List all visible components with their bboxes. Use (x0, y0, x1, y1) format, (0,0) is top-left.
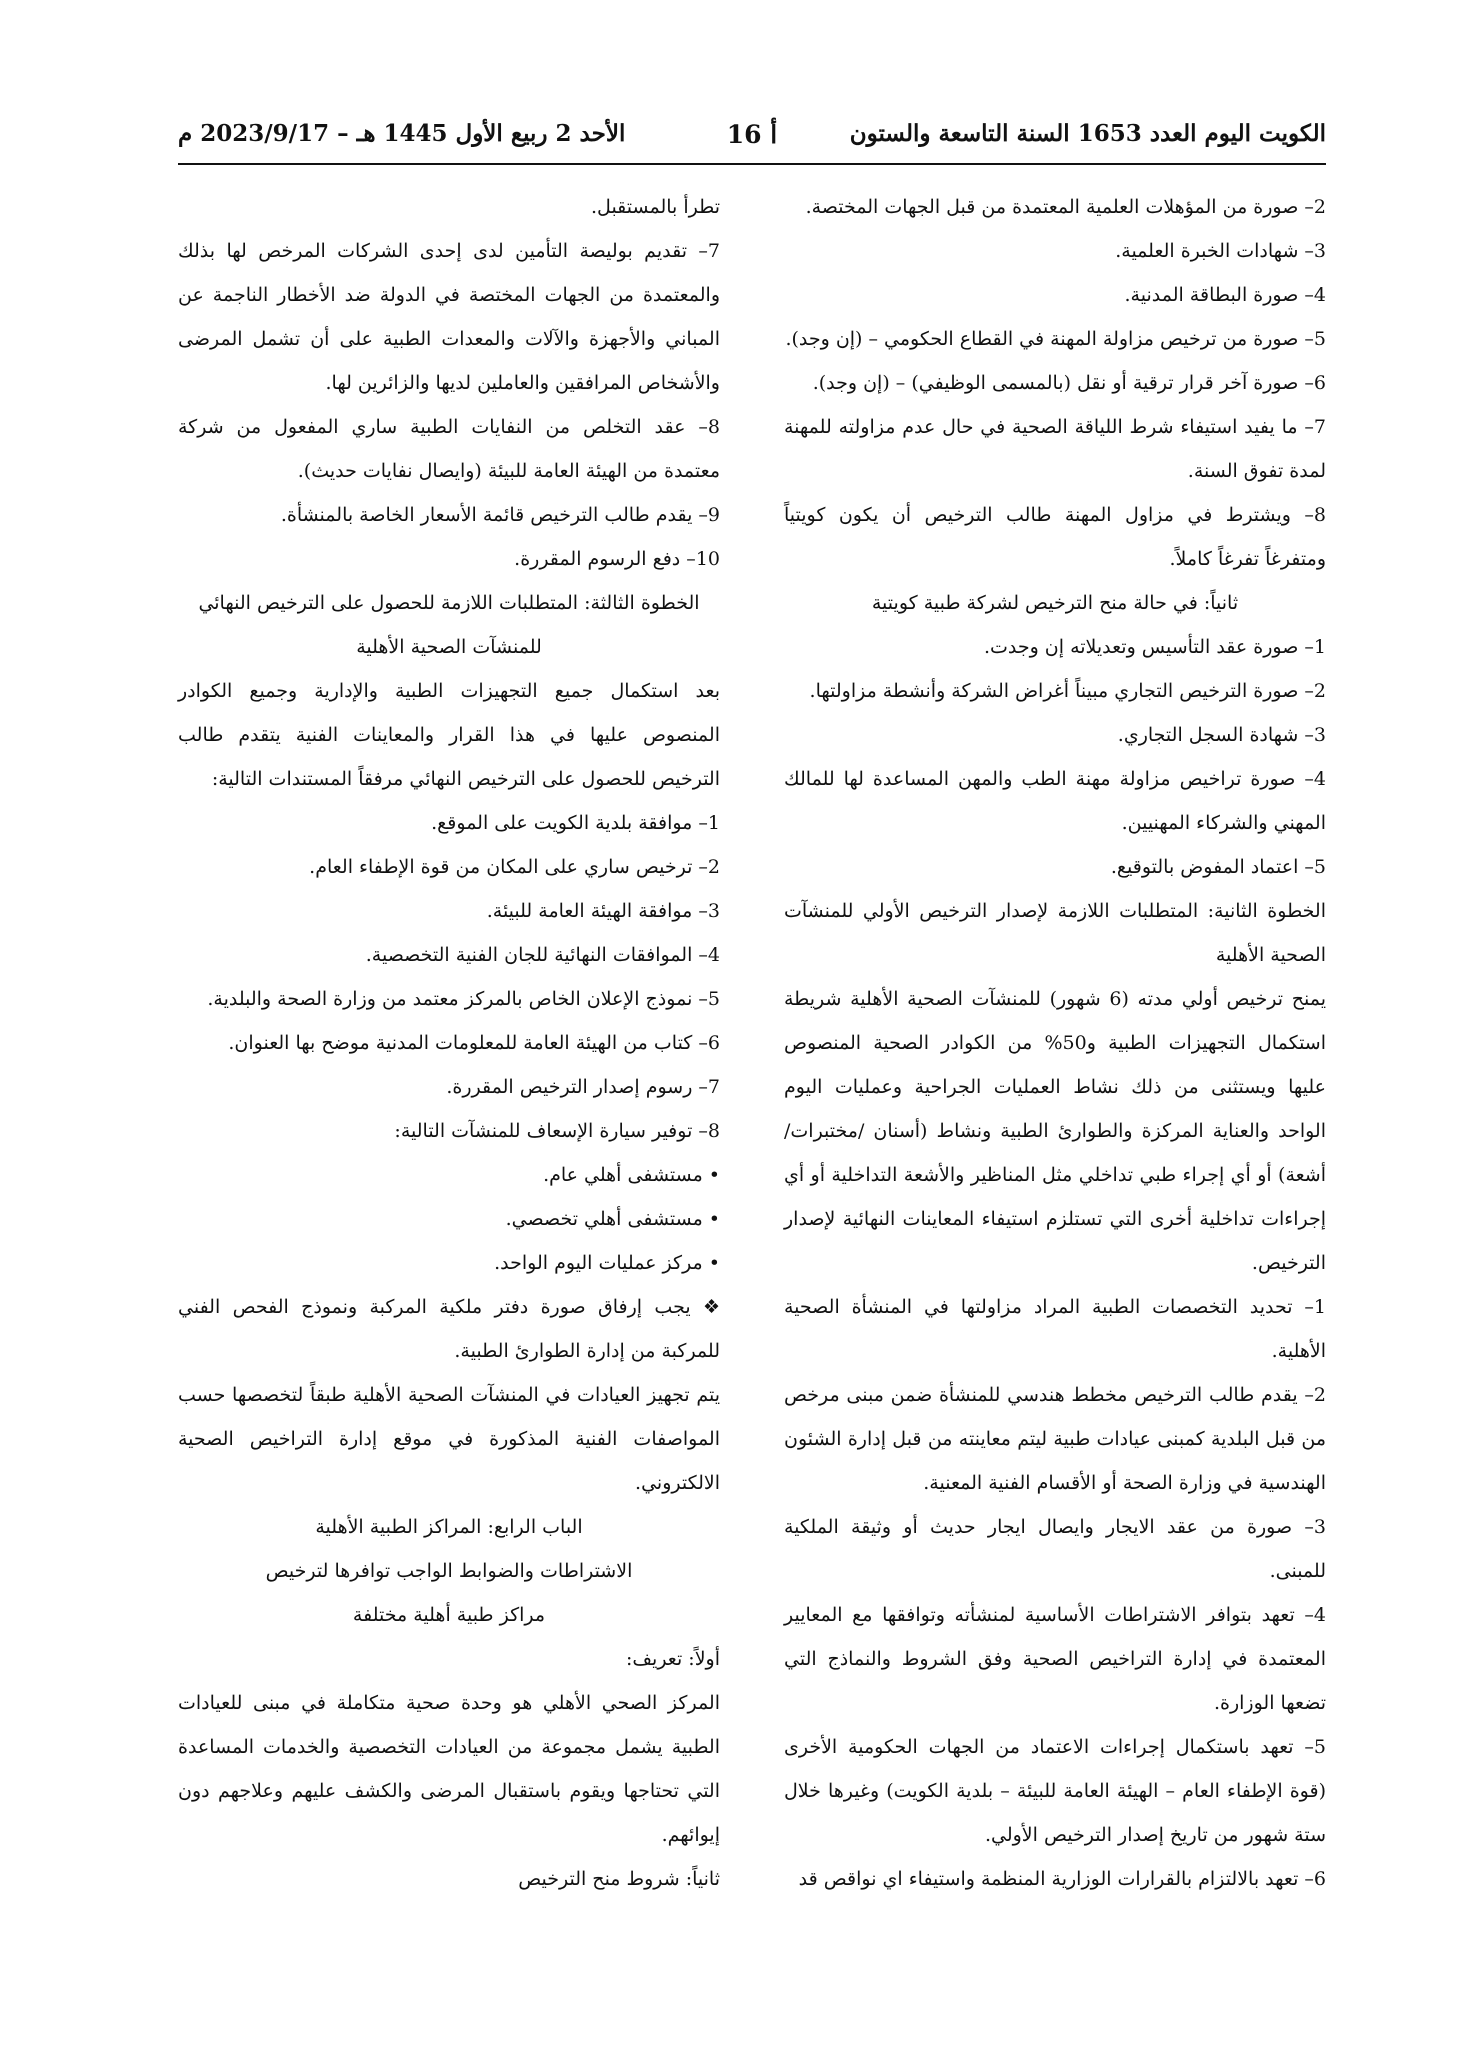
paragraph: 5– نموذج الإعلان الخاص بالمركز معتمد من وزارة الصحة والبلدية. (207, 988, 720, 1010)
paragraph: 3– صورة من عقد الايجار وايصال ايجار حديث أو وثيقة الملكية للمبنى. (784, 1516, 1326, 1582)
subheading: أولاً: تعريف: (625, 1648, 720, 1670)
paragraph: 4– الموافقات النهائية للجان الفنية التخصصية. (365, 944, 720, 966)
paragraph: 6– كتاب من الهيئة العامة للمعلومات المدنية موضح بها العنوان. (228, 1032, 720, 1054)
note-paragraph: ❖ يجب إرفاق صورة دفتر ملكية المركبة ونموذج الفحص الفني للمركبة من إدارة الطوارئ الطبية. (178, 1296, 720, 1362)
paragraph: تطرأ بالمستقبل. (591, 196, 720, 218)
section-heading: الخطوة الثالثة: المتطلبات اللازمة للحصول على الترخيص النهائي (198, 592, 700, 614)
paragraph: بعد استكمال جميع التجهيزات الطبية والإدارية وجميع الكوادر المنصوص عليها في هذا القرار والمعاينات الفنية يتقدم طالب الترخيص للحصول على الترخيص النهائي مرفقاً المستندات التالية: (178, 680, 720, 790)
chapter-heading: الباب الرابع: المراكز الطبية الأهلية (315, 1516, 583, 1538)
left-column (178, 185, 720, 1901)
header-rule (178, 163, 1326, 165)
paragraph: 2– ترخيص ساري على المكان من قوة الإطفاء العام. (309, 856, 720, 878)
paragraph: 4– تعهد بتوافر الاشتراطات الأساسية لمنشأته وتوافقها مع المعايير المعتمدة في إدارة التراخيص الصحية وفق الشروط والنماذج التي تضعها الوزارة. (784, 1604, 1326, 1714)
paragraph: 2– صورة من المؤهلات العلمية المعتمدة من قبل الجهات المختصة. (805, 196, 1326, 218)
paragraph: 5– تعهد باستكمال إجراءات الاعتماد من الجهات الحكومية الأخرى (قوة الإطفاء العام – الهيئة العامة للبيئة – بلدية الكويت) وغيرها خلال ستة شهور من تاريخ إصدار الترخيص الأولي. (784, 1736, 1326, 1846)
paragraph: 2– صورة الترخيص التجاري مبيناً أغراض الشركة وأنشطة مزاولتها. (809, 680, 1326, 702)
chapter-subheading: الاشتراطات والضوابط الواجب توافرها لترخيص (265, 1560, 633, 1582)
paragraph: 7– ما يفيد استيفاء شرط اللياقة الصحية في حال عدم مزاولته للمهنة لمدة تفوق السنة. (784, 416, 1326, 482)
paragraph: 3– موافقة الهيئة العامة للبيئة. (486, 900, 720, 922)
paragraph: يتم تجهيز العيادات في المنشآت الصحية الأهلية طبقاً لتخصصها حسب المواصفات الفنية المذكورة في موقع إدارة التراخيص الصحية الالكتروني. (178, 1384, 720, 1494)
paragraph: 7– تقديم بوليصة التأمين لدى إحدى الشركات المرخص لها بذلك والمعتمدة من الجهات المختصة في الدولة ضد الأخطار الناجمة عن المباني والأجهزة والآلات والمعدات الطبية على أن تشمل المرضى والأشخاص المرافقين والعاملين لديها والزائرين لها. (178, 240, 720, 394)
paragraph: 3– شهادة السجل التجاري. (1117, 724, 1326, 746)
paragraph: 2– يقدم طالب الترخيص مخطط هندسي للمنشأة ضمن مبنى مرخص من قبل البلدية كمبنى عيادات طبية ليتم معاينته من قبل إدارة الشئون الهندسية في وزارة الصحة أو الأقسام الفنية المعنية. (784, 1384, 1326, 1494)
gazette-issue: الكويت اليوم العدد 1653 السنة التاسعة والستون (849, 120, 1326, 147)
bullet-item: • مركز عمليات اليوم الواحد. (494, 1252, 720, 1274)
paragraph: 7– رسوم إصدار الترخيص المقررة. (446, 1076, 720, 1098)
paragraph: يمنح ترخيص أولي مدته (6 شهور) للمنشآت الصحية الأهلية شريطة استكمال التجهيزات الطبية و50% من الكوادر الصحية المنصوص عليها ويستثنى من ذلك نشاط العمليات الجراحية وعمليات اليوم الواحد والعناية المركزة والطوارئ الطبية ونشاط (أسنان /مختبرات/ أشعة) أو أي إجراء طبي تداخلي مثل المناظير والأشعة التداخلية أو أي إجراءات تداخلية أخرى التي تستلزم استيفاء المعاينات النهائية لإصدار الترخيص. (784, 988, 1327, 1274)
subheading: ثانياً: في حالة منح الترخيص لشركة طبية كويتية (871, 592, 1239, 614)
paragraph: 1– صورة عقد التأسيس وتعديلاته إن وجدت. (983, 636, 1326, 658)
chapter-subheading: مراكز طبية أهلية مختلفة (352, 1604, 546, 1626)
page-header (178, 120, 1326, 160)
page-number: أ 16 (726, 120, 778, 149)
paragraph: 4– صورة تراخيص مزاولة مهنة الطب والمهن المساعدة لها للمالك المهني والشركاء المهنيين. (784, 768, 1326, 834)
section-heading: الخطوة الثانية: المتطلبات اللازمة لإصدار الترخيص الأولي للمنشآت الصحية الأهلية (784, 900, 1326, 966)
issue-date: الأحد 2 ربيع الأول 1445 هـ – 2023/9/17 م (178, 120, 626, 147)
paragraph: 8– توفير سيارة الإسعاف للمنشآت التالية: (394, 1120, 720, 1142)
section-heading: للمنشآت الصحية الأهلية (356, 636, 542, 658)
paragraph: 1– تحديد التخصصات الطبية المراد مزاولتها في المنشأة الصحية الأهلية. (784, 1296, 1326, 1362)
paragraph: 10– دفع الرسوم المقررة. (514, 548, 720, 570)
right-column (784, 185, 1326, 1901)
paragraph: 3– شهادات الخبرة العلمية. (1115, 240, 1326, 262)
paragraph: 4– صورة البطاقة المدنية. (1124, 284, 1326, 306)
paragraph: 1– موافقة بلدية الكويت على الموقع. (431, 812, 720, 834)
paragraph: 5– اعتماد المفوض بالتوقيع. (1110, 856, 1326, 878)
paragraph: 8– عقد التخلص من النفايات الطبية ساري المفعول من شركة معتمدة من الهيئة العامة للبيئة (وايصال نفايات حديث). (178, 416, 720, 482)
paragraph: المركز الصحي الأهلي هو وحدة صحية متكاملة في مبنى للعيادات الطبية يشمل مجموعة من العيادات التخصصية والخدمات المساعدة التي تحتاجها ويقوم باستقبال المرضى والكشف عليهم وعلاجهم دون إيوائهم. (178, 1692, 720, 1846)
subheading: ثانياً: شروط منح الترخيص (518, 1868, 720, 1890)
paragraph: 8– ويشترط في مزاول المهنة طالب الترخيص أن يكون كويتياً ومتفرغاً تفرغاً كاملاً. (784, 504, 1326, 570)
bullet-item: • مستشفى أهلي عام. (543, 1164, 720, 1186)
paragraph: 9– يقدم طالب الترخيص قائمة الأسعار الخاصة بالمنشأة. (280, 504, 720, 526)
paragraph: 6– صورة آخر قرار ترقية أو نقل (بالمسمى الوظيفي) – (إن وجد). (812, 372, 1326, 394)
paragraph: 5– صورة من ترخيص مزاولة المهنة في القطاع الحكومي – (إن وجد). (785, 328, 1326, 350)
bullet-item: • مستشفى أهلي تخصصي. (505, 1208, 720, 1230)
paragraph: 6– تعهد بالالتزام بالقرارات الوزارية المنظمة واستيفاء اي نواقص قد (798, 1868, 1326, 1890)
